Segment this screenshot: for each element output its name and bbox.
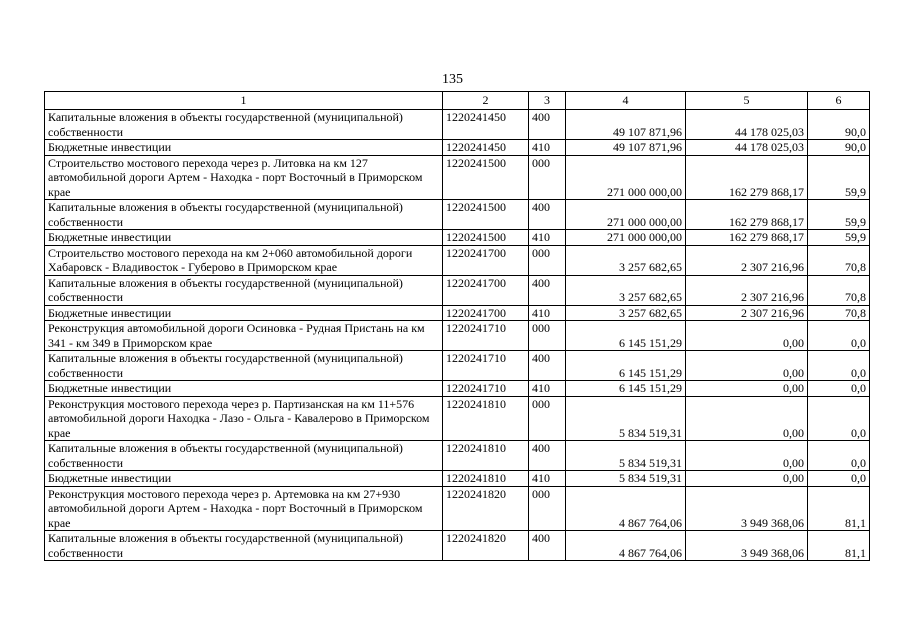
row-fact-cell: 2 307 216,96 bbox=[686, 305, 808, 321]
row-csr-cell: 1220241710 bbox=[443, 381, 529, 397]
table-row bbox=[45, 321, 870, 351]
column-header-name: 1 bbox=[45, 92, 443, 110]
row-percent-cell: 0,0 bbox=[808, 351, 870, 381]
row-name-cell: Капитальные вложения в объекты государственной (муниципальной) собственности bbox=[45, 531, 443, 561]
row-name-cell: Капитальные вложения в объекты государственной (муниципальной) собственности bbox=[45, 351, 443, 381]
row-name-cell: Бюджетные инвестиции bbox=[45, 471, 443, 487]
row-csr-cell: 1220241820 bbox=[443, 486, 529, 531]
table-row bbox=[45, 531, 870, 561]
row-fact-cell: 0,00 bbox=[686, 381, 808, 397]
row-name-cell: Строительство мостового перехода на км 2+060 автомобильной дороги Хабаровск - Владивосток - Губерово в Приморском крае bbox=[45, 245, 443, 275]
row-percent-cell: 90,0 bbox=[808, 110, 870, 140]
row-fact-cell: 2 307 216,96 bbox=[686, 275, 808, 305]
row-name-cell: Капитальные вложения в объекты государственной (муниципальной) собственности bbox=[45, 275, 443, 305]
table-row bbox=[45, 351, 870, 381]
row-plan-cell: 49 107 871,96 bbox=[566, 110, 686, 140]
row-vr-cell: 400 bbox=[529, 275, 566, 305]
row-csr-cell: 1220241820 bbox=[443, 531, 529, 561]
row-fact-cell: 0,00 bbox=[686, 441, 808, 471]
row-plan-cell: 271 000 000,00 bbox=[566, 230, 686, 246]
row-plan-cell: 5 834 519,31 bbox=[566, 471, 686, 487]
table-row bbox=[45, 396, 870, 441]
row-csr-cell: 1220241810 bbox=[443, 471, 529, 487]
row-percent-cell: 70,8 bbox=[808, 245, 870, 275]
row-name-cell: Строительство мостового перехода через р. Литовка на км 127 автомобильной дороги Артем - Находка - порт Восточный в Приморском крае bbox=[45, 155, 443, 200]
table-row bbox=[45, 486, 870, 531]
row-csr-cell: 1220241500 bbox=[443, 155, 529, 200]
budget-table bbox=[44, 91, 870, 561]
row-csr-cell: 1220241710 bbox=[443, 321, 529, 351]
row-percent-cell: 0,0 bbox=[808, 381, 870, 397]
row-vr-cell: 400 bbox=[529, 441, 566, 471]
row-plan-cell: 271 000 000,00 bbox=[566, 155, 686, 200]
table-row bbox=[45, 200, 870, 230]
row-name-cell: Капитальные вложения в объекты государственной (муниципальной) собственности bbox=[45, 200, 443, 230]
row-vr-cell: 400 bbox=[529, 351, 566, 381]
row-percent-cell: 0,0 bbox=[808, 471, 870, 487]
row-fact-cell: 0,00 bbox=[686, 396, 808, 441]
row-plan-cell: 4 867 764,06 bbox=[566, 531, 686, 561]
row-csr-cell: 1220241700 bbox=[443, 245, 529, 275]
column-header-vr: 3 bbox=[529, 92, 566, 110]
row-csr-cell: 1220241700 bbox=[443, 305, 529, 321]
row-percent-cell: 0,0 bbox=[808, 441, 870, 471]
row-plan-cell: 3 257 682,65 bbox=[566, 275, 686, 305]
table-body bbox=[45, 92, 870, 561]
row-vr-cell: 410 bbox=[529, 381, 566, 397]
row-percent-cell: 70,8 bbox=[808, 305, 870, 321]
row-csr-cell: 1220241500 bbox=[443, 230, 529, 246]
row-percent-cell: 0,0 bbox=[808, 396, 870, 441]
row-vr-cell: 000 bbox=[529, 396, 566, 441]
row-vr-cell: 000 bbox=[529, 245, 566, 275]
row-plan-cell: 49 107 871,96 bbox=[566, 140, 686, 156]
column-header-plan: 4 bbox=[566, 92, 686, 110]
row-vr-cell: 400 bbox=[529, 110, 566, 140]
row-vr-cell: 410 bbox=[529, 140, 566, 156]
row-plan-cell: 3 257 682,65 bbox=[566, 305, 686, 321]
row-csr-cell: 1220241450 bbox=[443, 110, 529, 140]
table-row bbox=[45, 441, 870, 471]
row-percent-cell: 59,9 bbox=[808, 200, 870, 230]
table-row bbox=[45, 155, 870, 200]
row-percent-cell: 0,0 bbox=[808, 321, 870, 351]
row-plan-cell: 271 000 000,00 bbox=[566, 200, 686, 230]
row-name-cell: Реконструкция автомобильной дороги Осиновка - Рудная Пристань на км 341 - км 349 в Приморском крае bbox=[45, 321, 443, 351]
row-plan-cell: 5 834 519,31 bbox=[566, 396, 686, 441]
row-name-cell: Бюджетные инвестиции bbox=[45, 305, 443, 321]
row-vr-cell: 000 bbox=[529, 321, 566, 351]
row-name-cell: Бюджетные инвестиции bbox=[45, 381, 443, 397]
row-percent-cell: 81,1 bbox=[808, 531, 870, 561]
column-header-percent: 6 bbox=[808, 92, 870, 110]
row-plan-cell: 4 867 764,06 bbox=[566, 486, 686, 531]
row-vr-cell: 400 bbox=[529, 200, 566, 230]
row-csr-cell: 1220241700 bbox=[443, 275, 529, 305]
row-fact-cell: 162 279 868,17 bbox=[686, 155, 808, 200]
page-number: 135 bbox=[442, 72, 463, 87]
table-header-row bbox=[45, 92, 870, 110]
column-header-csr: 2 bbox=[443, 92, 529, 110]
row-fact-cell: 44 178 025,03 bbox=[686, 140, 808, 156]
row-fact-cell: 3 949 368,06 bbox=[686, 486, 808, 531]
table-row bbox=[45, 275, 870, 305]
row-vr-cell: 410 bbox=[529, 305, 566, 321]
row-vr-cell: 000 bbox=[529, 155, 566, 200]
row-fact-cell: 2 307 216,96 bbox=[686, 245, 808, 275]
row-percent-cell: 70,8 bbox=[808, 275, 870, 305]
row-percent-cell: 59,9 bbox=[808, 155, 870, 200]
row-vr-cell: 410 bbox=[529, 471, 566, 487]
table-row bbox=[45, 381, 870, 397]
row-fact-cell: 0,00 bbox=[686, 321, 808, 351]
table-row bbox=[45, 305, 870, 321]
row-name-cell: Бюджетные инвестиции bbox=[45, 230, 443, 246]
row-fact-cell: 44 178 025,03 bbox=[686, 110, 808, 140]
row-vr-cell: 410 bbox=[529, 230, 566, 246]
row-csr-cell: 1220241450 bbox=[443, 140, 529, 156]
row-csr-cell: 1220241810 bbox=[443, 396, 529, 441]
row-percent-cell: 59,9 bbox=[808, 230, 870, 246]
column-header-fact: 5 bbox=[686, 92, 808, 110]
table-row bbox=[45, 245, 870, 275]
row-vr-cell: 400 bbox=[529, 531, 566, 561]
row-fact-cell: 162 279 868,17 bbox=[686, 200, 808, 230]
row-plan-cell: 5 834 519,31 bbox=[566, 441, 686, 471]
row-vr-cell: 000 bbox=[529, 486, 566, 531]
row-fact-cell: 162 279 868,17 bbox=[686, 230, 808, 246]
table-row bbox=[45, 471, 870, 487]
row-plan-cell: 6 145 151,29 bbox=[566, 381, 686, 397]
row-fact-cell: 3 949 368,06 bbox=[686, 531, 808, 561]
row-name-cell: Бюджетные инвестиции bbox=[45, 140, 443, 156]
table-row bbox=[45, 230, 870, 246]
row-name-cell: Капитальные вложения в объекты государственной (муниципальной) собственности bbox=[45, 110, 443, 140]
row-name-cell: Капитальные вложения в объекты государственной (муниципальной) собственности bbox=[45, 441, 443, 471]
row-name-cell: Реконструкция мостового перехода через р. Артемовка на км 27+930 автомобильной дороги Артем - Находка - порт Восточный в Приморском крае bbox=[45, 486, 443, 531]
row-plan-cell: 6 145 151,29 bbox=[566, 321, 686, 351]
row-plan-cell: 6 145 151,29 bbox=[566, 351, 686, 381]
row-percent-cell: 90,0 bbox=[808, 140, 870, 156]
row-csr-cell: 1220241810 bbox=[443, 441, 529, 471]
row-fact-cell: 0,00 bbox=[686, 351, 808, 381]
row-csr-cell: 1220241500 bbox=[443, 200, 529, 230]
table-row bbox=[45, 140, 870, 156]
row-plan-cell: 3 257 682,65 bbox=[566, 245, 686, 275]
table-row bbox=[45, 110, 870, 140]
row-fact-cell: 0,00 bbox=[686, 471, 808, 487]
row-csr-cell: 1220241710 bbox=[443, 351, 529, 381]
row-percent-cell: 81,1 bbox=[808, 486, 870, 531]
row-name-cell: Реконструкция мостового перехода через р. Партизанская на км 11+576 автомобильной дороги Находка - Лазо - Ольга - Кавалерово в Приморском крае bbox=[45, 396, 443, 441]
